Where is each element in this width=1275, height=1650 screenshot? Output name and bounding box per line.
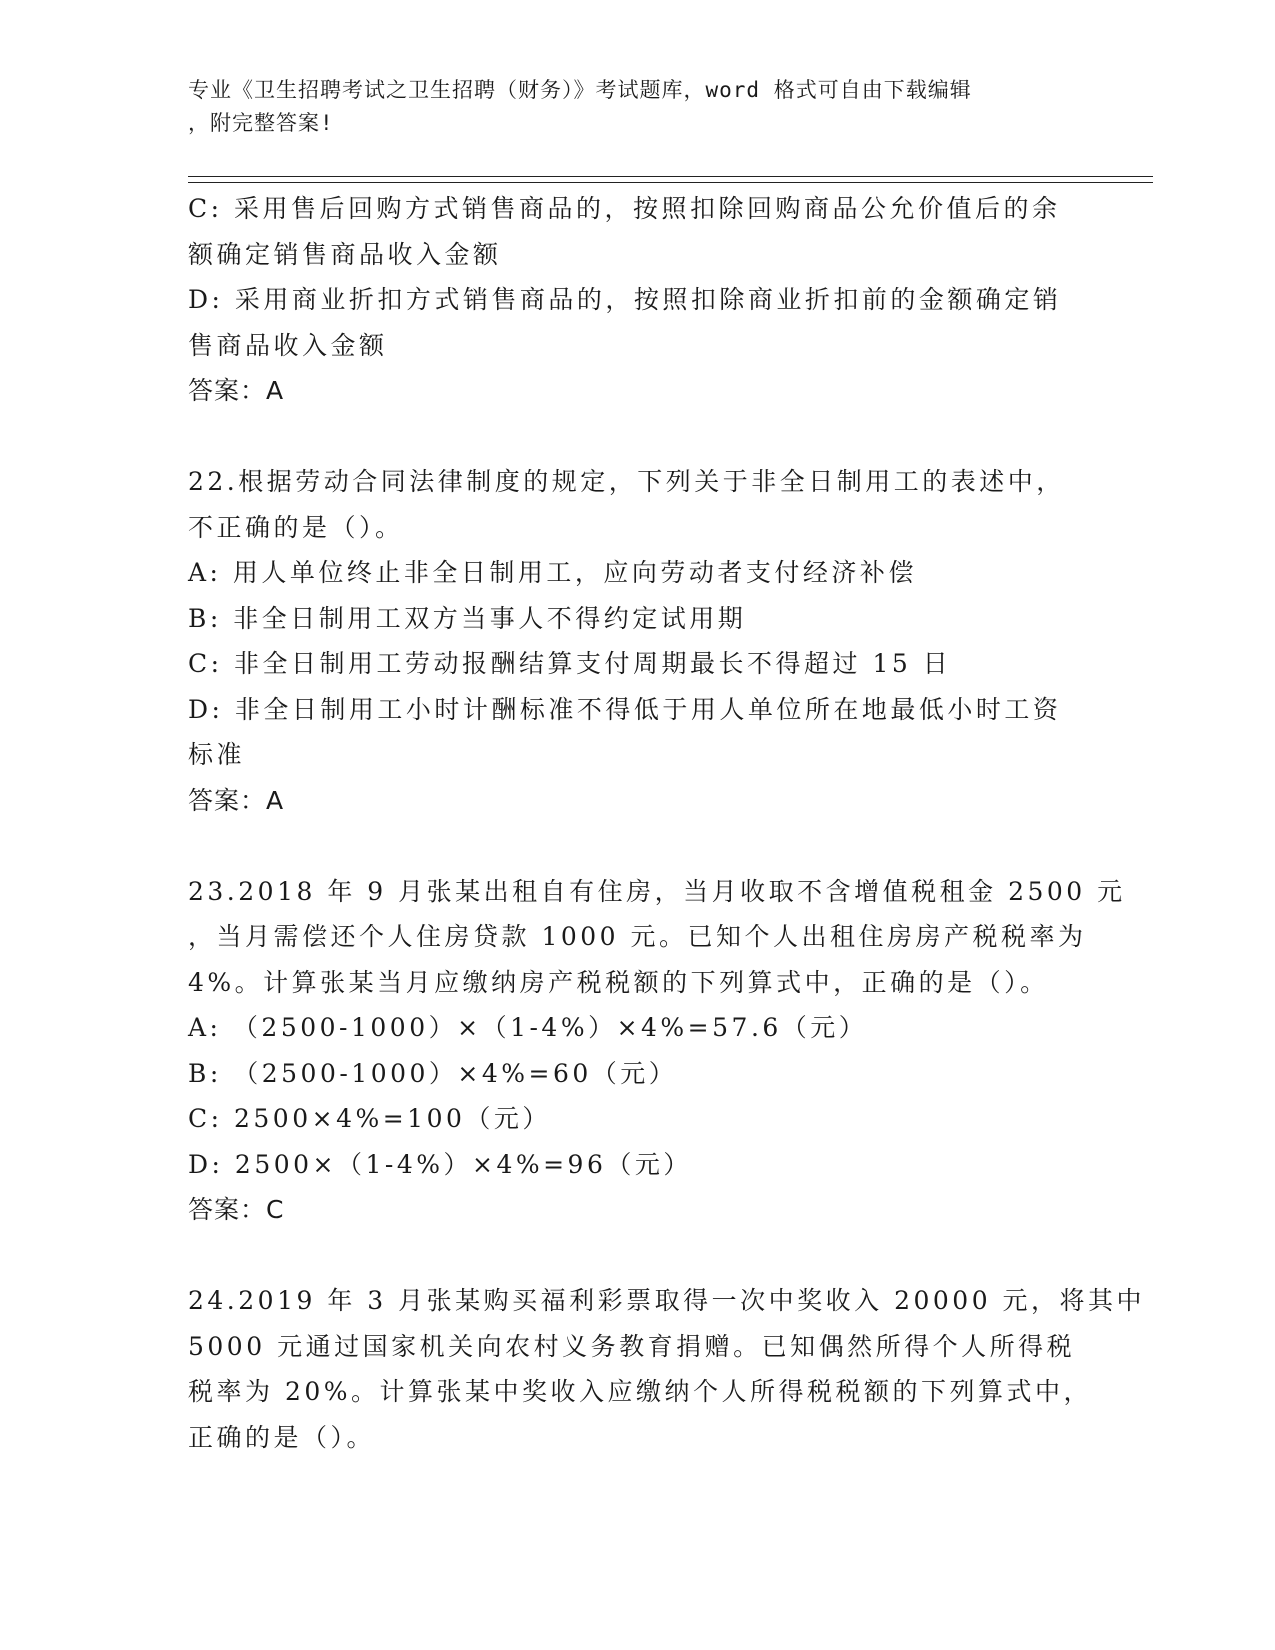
question-stem-line4: 正确的是（）。 [188, 1422, 376, 1452]
option-c: C: 非全日制用工劳动报酬结算支付周期最长不得超过 15 日 [188, 649, 952, 678]
question-content [188, 186, 1146, 1460]
header-title-line1: 专业《卫生招聘考试之卫生招聘（财务）》考试题库，word 格式可自由下载编辑 [188, 78, 972, 102]
option-d-line1: D: 非全日制用工小时计酬标准不得低于用人单位所在地最低小时工资 [188, 694, 1062, 724]
header-divider-bottom [188, 182, 1153, 183]
question-stem-line2: 5000 元通过国家机关向农村义务教育捐赠。已知偶然所得个人所得税 [188, 1331, 1076, 1361]
question-24 [188, 1278, 1146, 1460]
question-stem-line1: 23.2018 年 9 月张某出租自有住房，当月收取不含增值税租金 2500 元 [188, 876, 1126, 906]
question-stem-line1: 24.2019 年 3 月张某购买福利彩票取得一次中奖收入 20000 元，将其中 [188, 1286, 1146, 1315]
option-d-line1: D: 采用商业折扣方式销售商品的，按照扣除商业折扣前的金额确定销 [188, 285, 1062, 314]
spacer [188, 414, 1088, 460]
question-22 [188, 459, 1088, 823]
spacer [188, 823, 1088, 869]
answer: 答案：A [188, 785, 285, 815]
header-title-line2: ，附完整答案! [188, 111, 334, 135]
option-d: D: 2500×（1-4%）×4%=96（元） [188, 1149, 692, 1179]
header-divider-top [188, 176, 1153, 177]
question-stem-line3: 税率为 20%。计算张某中奖收入应缴纳个人所得税税额的下列算式中， [188, 1377, 1093, 1406]
question-23 [188, 869, 1126, 1233]
question-stem-line2: 不正确的是（）。 [188, 512, 404, 542]
question-stem-line1: 22.根据劳动合同法律制度的规定，下列关于非全日制用工的表述中， [188, 467, 1065, 496]
page-header [188, 74, 1088, 140]
option-a: A: 用人单位终止非全日制用工，应向劳动者支付经济补偿 [188, 558, 917, 587]
option-d-line2: 标准 [188, 740, 246, 769]
option-d-line2: 售商品收入金额 [188, 330, 388, 360]
answer: 答案：C [188, 1195, 285, 1224]
option-c-line2: 额确定销售商品收入金额 [188, 239, 502, 269]
option-b: B: （2500-1000）×4%=60（元） [188, 1058, 678, 1088]
question-stem-line2: ，当月需偿还个人住房贷款 1000 元。已知个人出租住房房产税税率为 [188, 922, 1087, 951]
question-stem-line3: 4%。计算张某当月应缴纳房产税税额的下列算式中，正确的是（）。 [188, 967, 1049, 997]
spacer [188, 1233, 1088, 1279]
option-a: A: （2500-1000）×（1-4%）×4%=57.6（元） [188, 1013, 868, 1042]
option-c: C: 2500×4%=100（元） [188, 1104, 551, 1133]
question-21-tail [188, 186, 1088, 414]
option-c-line1: C: 采用售后回购方式销售商品的，按照扣除回购商品公允价值后的余 [188, 194, 1061, 223]
option-b: B: 非全日制用工双方当事人不得约定试用期 [188, 603, 747, 633]
answer: 答案：A [188, 376, 285, 405]
